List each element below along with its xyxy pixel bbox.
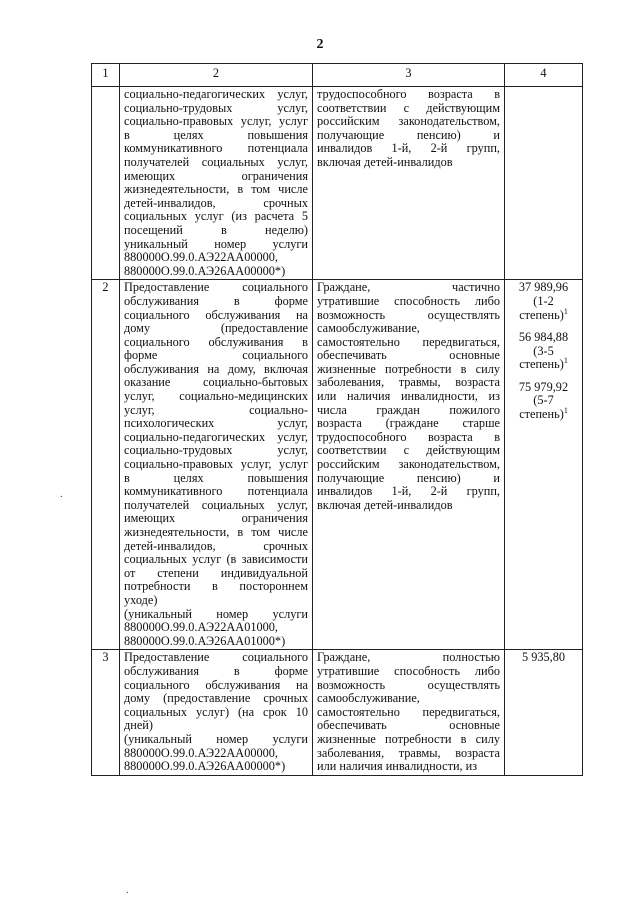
row-number — [92, 87, 120, 280]
service-description-line: детей-инвалидов, срочных — [124, 538, 308, 553]
footnote-mark: 1 — [563, 405, 568, 415]
service-description-line: услуг, социально- — [124, 402, 308, 417]
recipients-description-line: жизненные потребности в силу — [317, 361, 500, 376]
tariff-cell — [505, 87, 583, 280]
service-description-line: жизнедеятельности, в том числе — [124, 182, 308, 197]
service-description-line: 880000О.99.0.АЭ26АА00000*) — [124, 263, 286, 278]
recipients-description — [313, 87, 505, 280]
service-description-line: уникальный номер услуги — [124, 236, 308, 251]
recipients-description-line: возможность осуществлять — [317, 677, 500, 692]
recipients-description-line: получающие пенсию) и — [317, 127, 500, 142]
service-description-line: имеющих ограничения — [124, 168, 308, 183]
service-description-line: социальных услуг (в зависимости — [124, 552, 308, 567]
recipients-description-line: заболевания, травмы, возраста — [317, 375, 500, 390]
recipients-description-line: самообслуживание, — [317, 691, 420, 706]
recipients-description-line: обеспечивать основные — [317, 718, 500, 733]
header-cell-4: 4 — [505, 64, 583, 87]
degree-text: степень) — [519, 357, 564, 372]
recipients-description-line: российским законодательством, — [317, 114, 500, 129]
recipients-description-line: числа граждан пожилого — [317, 402, 500, 417]
tariff-amount — [509, 281, 578, 322]
degree-text: степень) — [519, 407, 564, 422]
recipients-description-line: трудоспособного возраста в — [317, 87, 500, 101]
service-description-line: социально-педагогических услуг, — [124, 429, 308, 444]
service-description — [120, 650, 313, 775]
service-description-line: (уникальный номер услуги — [124, 606, 308, 621]
tariff-degree: (1-2 — [533, 293, 554, 308]
tariff-value: 75 979,92 — [518, 379, 569, 394]
recipients-description-line: обеспечивать основные — [317, 348, 500, 363]
recipients-description-line: инвалидов 1-й, 2-й групп, — [317, 484, 500, 499]
row-number: 3 — [92, 650, 120, 775]
service-description-line: дому (предоставление срочных — [124, 691, 308, 706]
recipients-description-line: жизненные потребности в силу — [317, 731, 500, 746]
service-description-line: Предоставление социального — [124, 280, 308, 295]
service-description-line: от степени индивидуальной — [124, 565, 308, 580]
service-description — [120, 280, 313, 650]
tariff-degree-label — [509, 306, 578, 323]
service-description-line: 880000О.99.0.АЭ22АА00000, — [124, 250, 279, 265]
service-description-line: обслуживания в форме — [124, 293, 308, 308]
recipients-description-line: российским законодательством, — [317, 457, 500, 472]
header-cell-2: 2 — [120, 64, 313, 87]
recipients-description-line: Граждане, полностью — [317, 650, 500, 665]
service-description-line: уходе) — [124, 592, 158, 607]
recipients-description — [313, 280, 505, 650]
recipients-description-line: соответствии с действующим — [317, 100, 500, 115]
tariff-amount — [509, 331, 578, 372]
recipients-description-line: Граждане, частично — [317, 280, 500, 295]
service-description-line: социально-трудовых услуг, — [124, 100, 308, 115]
service-description-line: посещений в неделю) — [124, 222, 308, 237]
recipients-description-line: утратившие способность либо — [317, 663, 500, 678]
service-description-line: обслуживания на дому, включая — [124, 361, 308, 376]
table-row — [92, 87, 583, 280]
service-description-line: социально-педагогических услуг, — [124, 87, 308, 101]
service-description-line: социально-правовых услуг, услуг — [124, 457, 308, 472]
recipients-description-line: возраста (граждане старше — [317, 416, 500, 431]
service-description-line: 880000О.99.0.АЭ26АА00000*) — [124, 759, 286, 774]
table-header-row — [92, 64, 583, 87]
service-description-line: социально-правовых услуг, услуг — [124, 114, 308, 129]
degree-text: степень) — [519, 307, 564, 322]
tariff-cell — [505, 650, 583, 775]
recipients-description-line: включая детей-инвалидов — [317, 154, 453, 169]
service-description-line: дней) — [124, 718, 153, 733]
tariff-degree: (3-5 — [533, 343, 554, 358]
service-description-line: психологических услуг, — [124, 416, 308, 431]
row-number: 2 — [92, 280, 120, 650]
service-description-line: 880000О.99.0.АЭ22АА01000, — [124, 620, 279, 635]
service-description-line: в целях повышения — [124, 127, 308, 142]
service-description-line: коммуникативного потенциала — [124, 484, 308, 499]
footnote-mark: 1 — [563, 356, 568, 366]
service-description-line: социального обслуживания в — [124, 334, 308, 349]
recipients-description — [313, 650, 505, 775]
recipients-description-line: инвалидов 1-й, 2-й групп, — [317, 141, 500, 156]
service-description-line: социальных услуг) (на срок 10 — [124, 704, 308, 719]
service-description-line: потребности в постороннем — [124, 579, 308, 594]
service-description-line: Предоставление социального — [124, 650, 308, 665]
recipients-description-line: самостоятельно передвигаться, — [317, 334, 500, 349]
recipients-description-line: самостоятельно передвигаться, — [317, 704, 500, 719]
table-row — [92, 280, 583, 650]
footnote-mark: 1 — [563, 306, 568, 316]
tariff-degree-label — [509, 405, 578, 422]
service-description-line: коммуникативного потенциала — [124, 141, 308, 156]
tariff-value: 37 989,96 — [518, 280, 569, 295]
recipients-description-line: заболевания, травмы, возраста — [317, 745, 500, 760]
services-table — [91, 63, 583, 776]
service-description-line: имеющих ограничения — [124, 511, 308, 526]
tariff-amount — [509, 651, 578, 665]
recipients-description-line: соответствии с действующим — [317, 443, 500, 458]
header-cell-1: 1 — [92, 64, 120, 87]
service-description-line: обслуживания в форме — [124, 663, 308, 678]
service-description-line: социального обслуживания на — [124, 307, 308, 322]
service-description-line: получателей социальных услуг, — [124, 154, 308, 169]
service-description-line: в целях повышения — [124, 470, 308, 485]
recipients-description-line: самообслуживание, — [317, 321, 420, 336]
tariff-degree-label — [509, 358, 578, 372]
tariff-value: 56 984,88 — [518, 330, 569, 345]
service-description-line: дому (предоставление — [124, 321, 308, 336]
service-description-line: 880000О.99.0.АЭ22АА00000, — [124, 745, 279, 760]
recipients-description-line: трудоспособного возраста в — [317, 429, 500, 444]
service-description-line: (уникальный номер услуги — [124, 731, 308, 746]
tariff-degree: (5-7 — [533, 393, 554, 408]
service-description-line: социального обслуживания на — [124, 677, 308, 692]
service-description-line: детей-инвалидов, срочных — [124, 195, 308, 210]
service-description-line: социальных услуг (из расчета 5 — [124, 209, 308, 224]
tariff-value: 5 935,80 — [521, 650, 566, 665]
service-description-line: 880000О.99.0.АЭ26АА01000*) — [124, 633, 286, 648]
recipients-description-line: утратившие способность либо — [317, 293, 500, 308]
recipients-description-line: возможность осуществлять — [317, 307, 500, 322]
recipients-description-line: включая детей-инвалидов — [317, 497, 453, 512]
header-cell-3: 3 — [313, 64, 505, 87]
service-description-line: получателей социальных услуг, — [124, 497, 308, 512]
service-description-line: оказание социально-бытовых — [124, 375, 308, 390]
service-description — [120, 87, 313, 280]
scan-dot: . — [60, 489, 63, 500]
page-number: 2 — [316, 37, 324, 52]
tariff-cell — [505, 280, 583, 650]
recipients-description-line: или наличия инвалидности, из — [317, 389, 500, 404]
scan-dot: . — [126, 885, 129, 896]
recipients-description-line: получающие пенсию) и — [317, 470, 500, 485]
tariff-amount — [509, 381, 578, 422]
service-description-line: форме социального — [124, 348, 308, 363]
service-description-line: услуг, социально-медицинских — [124, 389, 308, 404]
table-row — [92, 650, 583, 775]
recipients-description-line: или наличия инвалидности, из — [317, 759, 478, 774]
service-description-line: социально-трудовых услуг, — [124, 443, 308, 458]
service-description-line: жизнедеятельности, в том числе — [124, 525, 308, 539]
